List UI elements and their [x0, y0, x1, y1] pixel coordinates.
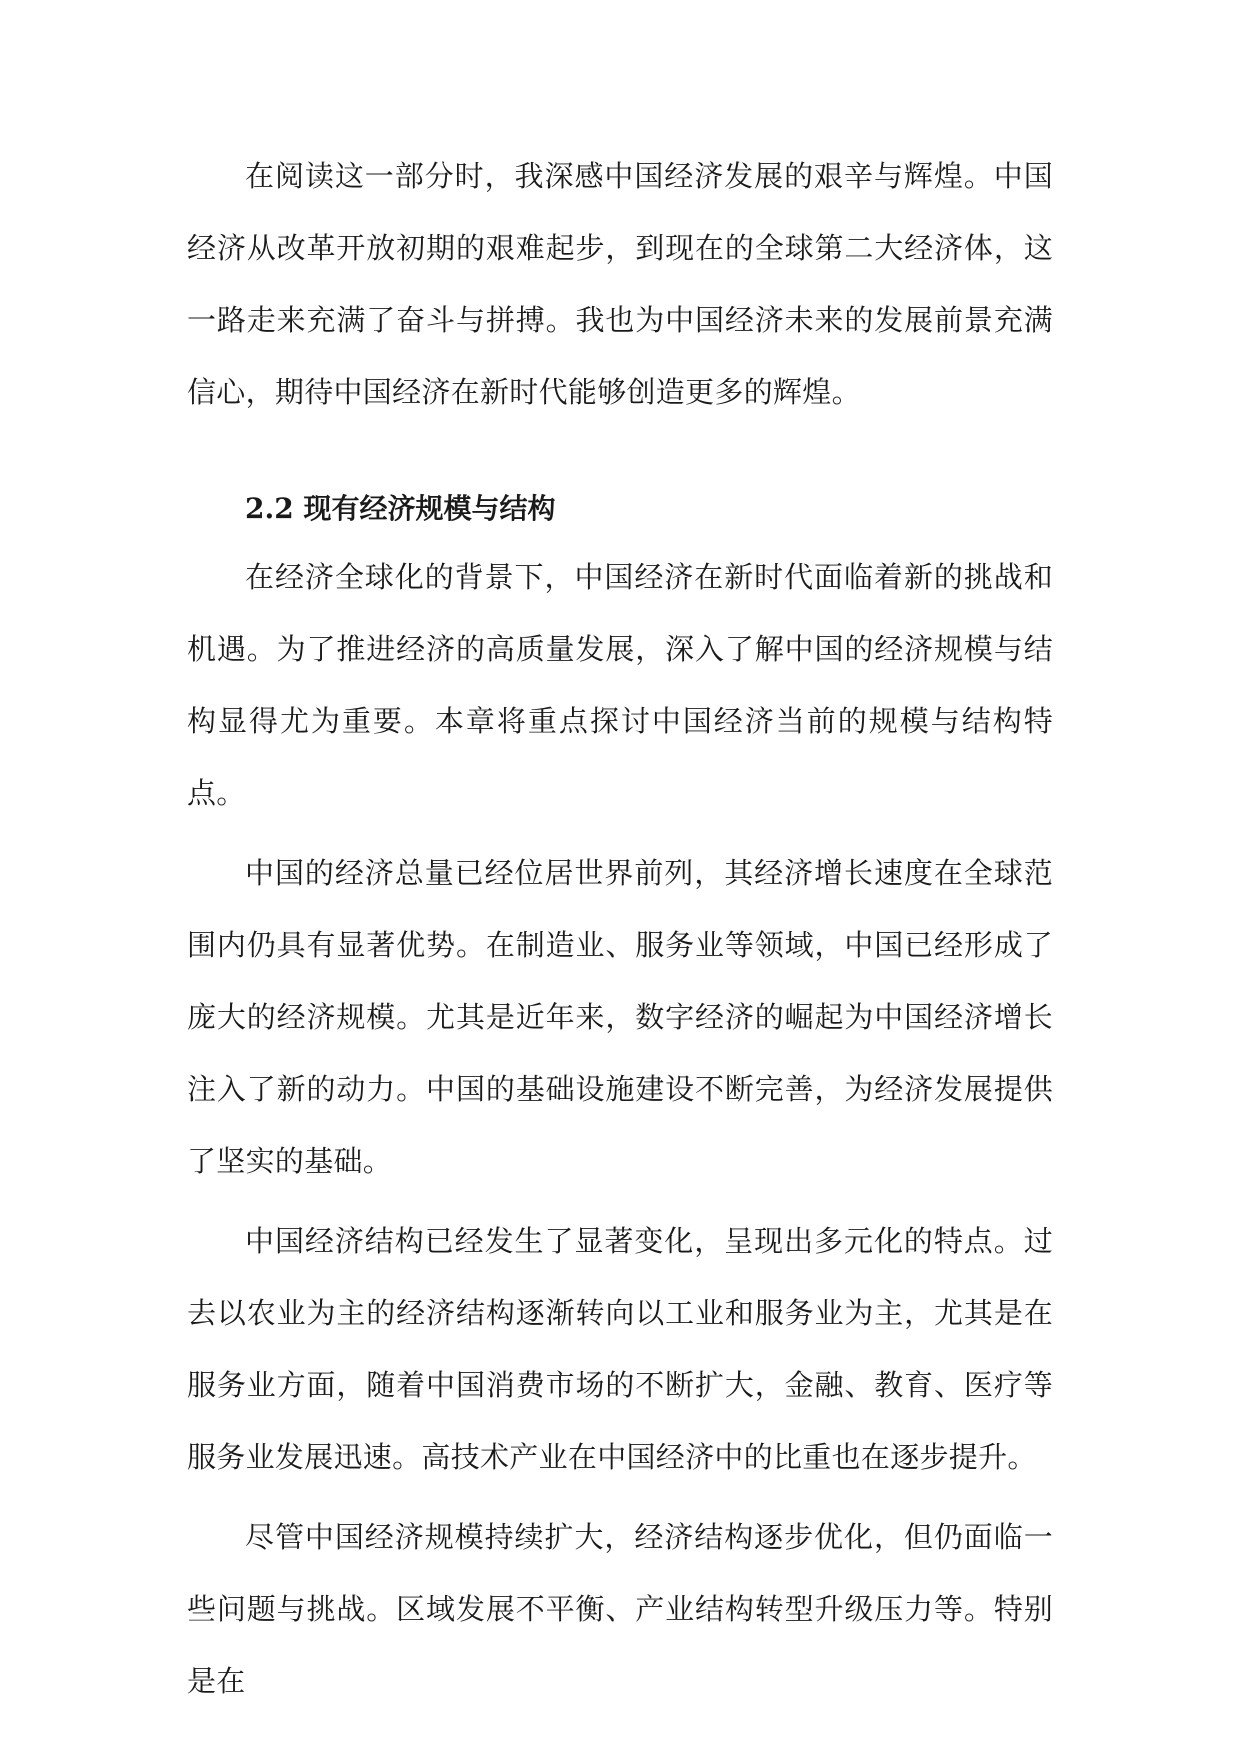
intro-paragraph: 在阅读这一部分时，我深感中国经济发展的艰辛与辉煌。中国经济从改革开放初期的艰难起步，到现在的全球第二大经济体，这一路走来充满了奋斗与拼搏。我也为中国经济未来的发展前景充满信心，期待中国经济在新时代能够创造更多的辉煌。	[187, 159, 1053, 409]
document-page	[187, 140, 1053, 1717]
section-heading: 2.2 现有经济规模与结构	[245, 492, 556, 525]
body-paragraph-3: 中国经济结构已经发生了显著变化，呈现出多元化的特点。过去以农业为主的经济结构逐渐转向以工业和服务业为主，尤其是在服务业方面，随着中国消费市场的不断扩大，金融、教育、医疗等服务业发展迅速。高技术产业在中国经济中的比重也在逐步提升。	[187, 1224, 1053, 1474]
body-paragraph-2: 中国的经济总量已经位居世界前列，其经济增长速度在全球范围内仍具有显著优势。在制造业、服务业等领域，中国已经形成了庞大的经济规模。尤其是近年来，数字经济的崛起为中国经济增长注入了新的动力。中国的基础设施建设不断完善，为经济发展提供了坚实的基础。	[187, 856, 1053, 1178]
body-paragraph-4: 尽管中国经济规模持续扩大，经济结构逐步优化，但仍面临一些问题与挑战。区域发展不平衡、产业结构转型升级压力等。特别是在	[187, 1520, 1053, 1698]
body-paragraph-1: 在经济全球化的背景下，中国经济在新时代面临着新的挑战和机遇。为了推进经济的高质量发展，深入了解中国的经济规模与结构显得尤为重要。本章将重点探讨中国经济当前的规模与结构特点。	[187, 560, 1053, 810]
